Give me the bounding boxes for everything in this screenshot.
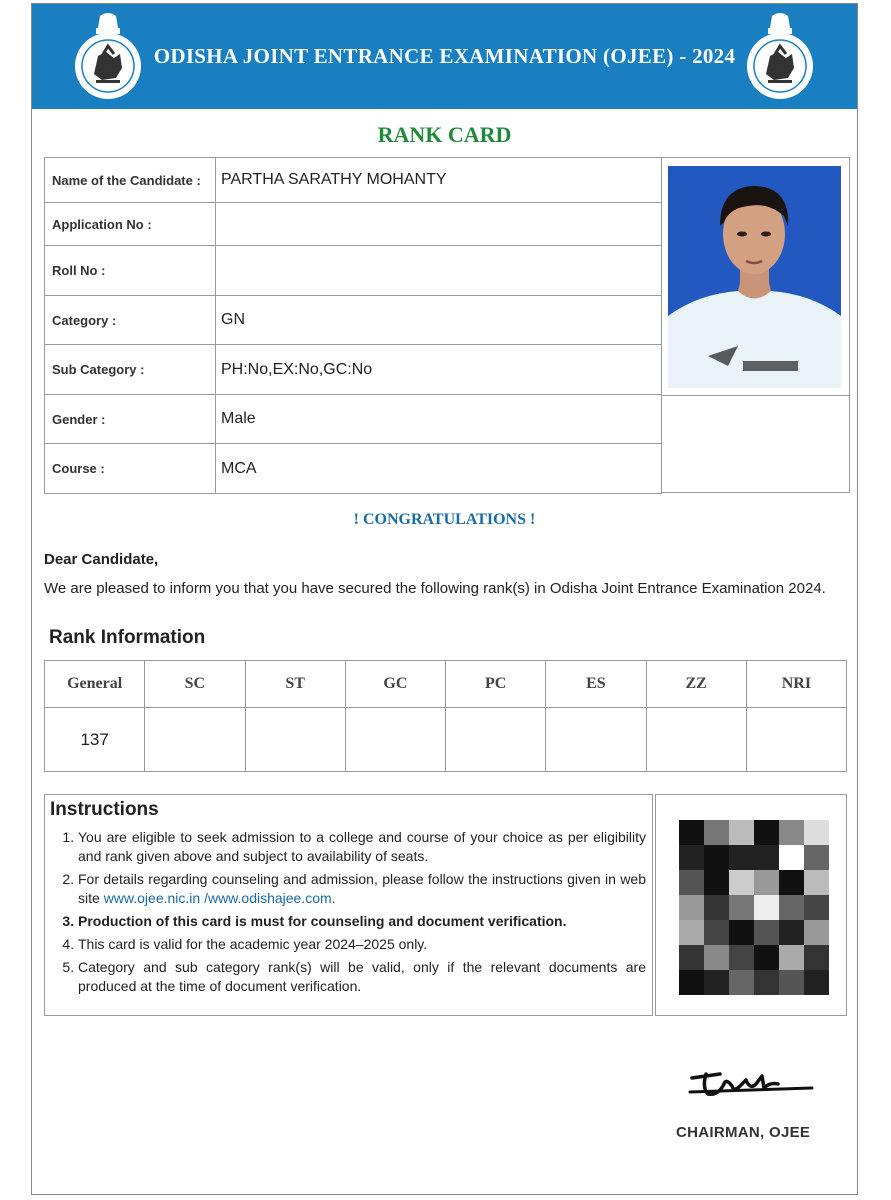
instruction-item: 5. Category and sub category rank(s) will be valid, only if the relevant documents are produced at the time of document verification. <box>78 958 646 996</box>
course-value: MCA <box>216 444 662 494</box>
rank-value <box>446 708 546 772</box>
instruction-text: For details regarding counseling and admission, please follow the instructions given in web site <box>78 871 646 906</box>
instruction-item: 1. You are eligible to seek admission to a college and course of your choice as per eligibility and rank given above and subject to availability of seats. <box>78 828 646 866</box>
rank-table <box>44 660 847 772</box>
field-label: Name of the Candidate : <box>45 158 216 203</box>
rank-value <box>245 708 345 772</box>
rank-column-header: ST <box>245 661 345 708</box>
photo-box <box>662 157 850 493</box>
field-label: Category : <box>45 296 216 345</box>
rank-value: 137 <box>45 708 145 772</box>
rank-value <box>345 708 445 772</box>
rank-column-header: SC <box>145 661 245 708</box>
chairman-signature <box>682 1062 822 1102</box>
exam-title: ODISHA JOINT ENTRANCE EXAMINATION (OJEE) - 2024 <box>153 44 736 68</box>
instructions-heading: Instructions <box>50 799 159 820</box>
table-row <box>45 444 662 494</box>
table-row <box>45 296 662 345</box>
rank-column-header: GC <box>345 661 445 708</box>
header-banner <box>32 4 857 109</box>
qr-code <box>679 820 829 995</box>
qr-box <box>655 794 847 1016</box>
instructions-box <box>44 794 653 1016</box>
instruction-item <box>78 870 646 908</box>
table-row <box>45 158 662 203</box>
website-link[interactable]: www.ojee.nic.in /www.odishajee.com. <box>103 890 336 906</box>
roll-no-value <box>216 246 662 296</box>
instructions-list <box>45 828 654 1000</box>
rank-card <box>31 3 858 1195</box>
rank-column-header: PC <box>446 661 546 708</box>
gender-value: Male <box>216 395 662 444</box>
rank-value <box>646 708 746 772</box>
application-no-value <box>216 203 662 246</box>
field-label: Application No : <box>45 203 216 246</box>
odisha-emblem-logo <box>744 12 816 102</box>
salutation: Dear Candidate, <box>44 551 159 568</box>
photo-divider <box>662 395 849 396</box>
rank-info-heading: Rank Information <box>49 627 206 648</box>
category-value: GN <box>216 296 662 345</box>
field-label: Sub Category : <box>45 345 216 395</box>
candidate-name-value: PARTHA SARATHY MOHANTY <box>216 158 662 203</box>
rank-column-header: General <box>45 661 145 708</box>
sub-category-value: PH:No,EX:No,GC:No <box>216 345 662 395</box>
rank-column-header: ZZ <box>646 661 746 708</box>
candidate-photo <box>668 166 841 388</box>
rank-header-row <box>45 661 847 708</box>
candidate-details-table <box>44 157 662 494</box>
field-label: Course : <box>45 444 216 494</box>
field-label: Gender : <box>45 395 216 444</box>
instruction-item: 3. Production of this card is must for counseling and document verification. <box>78 912 646 931</box>
rank-value <box>746 708 846 772</box>
rank-column-header: ES <box>546 661 646 708</box>
table-row <box>45 246 662 296</box>
instruction-item: 4. This card is valid for the academic year 2024–2025 only. <box>78 935 646 954</box>
signer-title: CHAIRMAN, OJEE <box>676 1124 811 1141</box>
congratulations-heading: ! CONGRATULATIONS ! <box>353 511 536 528</box>
result-message: We are pleased to inform you that you have secured the following rank(s) in Odisha Joint Entrance Examination 2024. <box>44 580 826 597</box>
rank-value <box>546 708 646 772</box>
table-row <box>45 203 662 246</box>
card-title: RANK CARD <box>377 122 512 147</box>
rank-value <box>145 708 245 772</box>
table-row <box>45 395 662 444</box>
rank-column-header: NRI <box>746 661 846 708</box>
field-label: Roll No : <box>45 246 216 296</box>
table-row <box>45 345 662 395</box>
rank-value-row <box>45 708 847 772</box>
